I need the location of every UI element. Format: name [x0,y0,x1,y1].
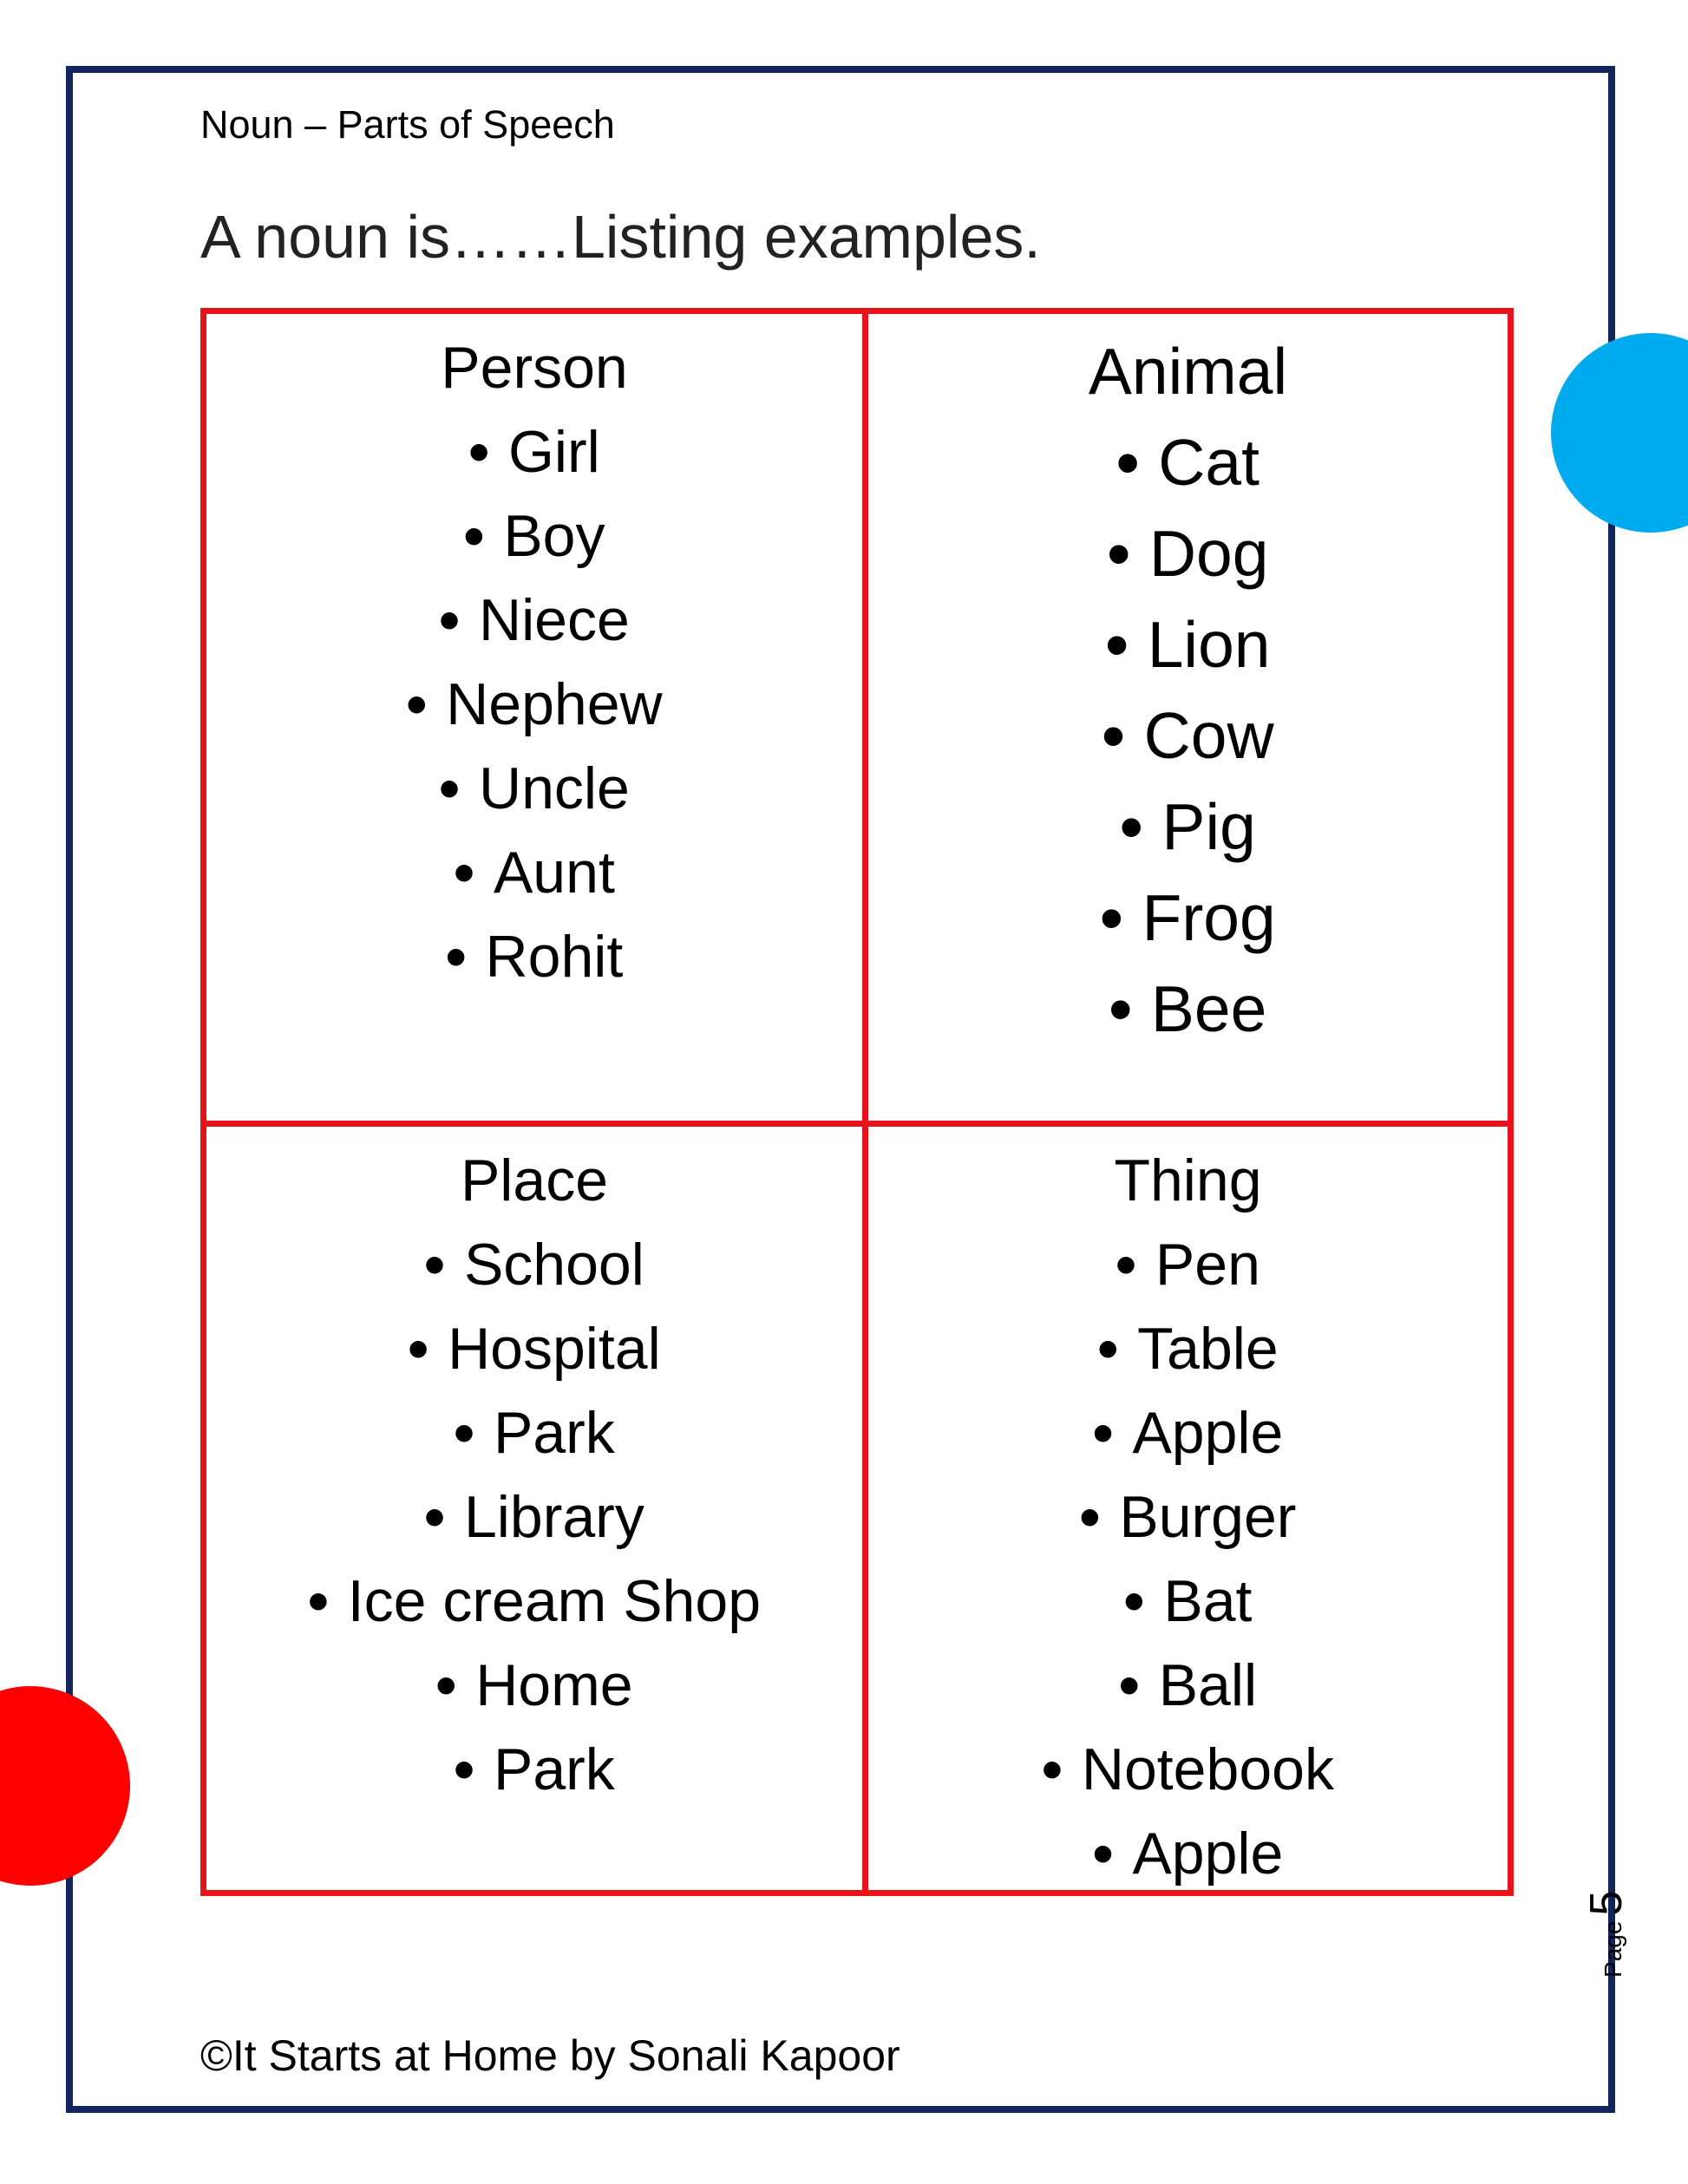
list-item [1042,1307,1334,1391]
list-item [406,579,662,663]
bullet-icon: • [424,1232,445,1298]
category-cell-person [206,314,868,1127]
list-item [308,1307,761,1391]
list-item-text: Ice cream Shop [347,1568,762,1634]
list-item-text: Pen [1155,1232,1260,1298]
list-item-text: Uncle [478,755,630,821]
bullet-icon: • [445,924,467,990]
bullet-icon: • [463,503,485,569]
list-item [406,831,662,915]
bullet-icon: • [468,419,490,485]
list-item-text: Home [475,1652,633,1718]
list-item-text: Girl [508,419,600,485]
list-item [1042,1812,1334,1896]
copyright-footer: ©It Starts at Home by Sonali Kapoor [200,2031,900,2080]
bullet-icon: • [454,1400,474,1466]
list-item [1100,599,1275,690]
list-item-text: Frog [1142,881,1276,954]
category-title: Animal [1088,335,1288,408]
list-item-text: Boy [503,503,605,569]
list-item-text: Notebook [1081,1736,1334,1802]
bullet-icon: • [1107,517,1130,590]
bullet-icon: • [435,1652,457,1718]
bullet-icon: • [1092,1400,1114,1466]
category-title: Person [441,335,628,401]
page-number [1580,1847,1632,1978]
list-item [308,1560,761,1644]
example-list [1100,417,1275,1055]
bullet-icon: • [424,1484,445,1550]
list-item [1100,690,1275,781]
bullet-icon: • [1105,608,1129,681]
list-item-text: Apple [1132,1821,1284,1886]
list-item-text: Table [1137,1316,1279,1382]
list-item [406,915,662,999]
bullet-icon: • [439,755,460,821]
list-item [406,494,662,579]
bullet-icon: • [439,587,460,653]
list-item-text: Dog [1148,517,1269,590]
list-item [1042,1223,1334,1307]
list-item-text: Ball [1158,1652,1258,1718]
list-item-text: Bat [1163,1568,1253,1634]
list-item-text: Lion [1147,608,1271,681]
example-list [308,1223,761,1812]
list-item-text: Rohit [485,924,624,990]
bullet-icon: • [1097,1316,1119,1382]
category-title: Place [460,1148,609,1213]
list-item [1100,417,1275,508]
category-cell-thing [868,1127,1508,1890]
list-item [1100,781,1275,873]
example-list [1042,1223,1334,1896]
list-item-text: Burger [1119,1484,1297,1550]
page-label: Page [1600,1920,1626,1978]
header-title: Noun – Parts of Speech [200,102,615,147]
list-item [406,747,662,831]
bullet-icon: • [1079,1484,1101,1550]
category-cell-place [206,1127,868,1890]
category-cell-animal [868,314,1508,1127]
list-item [1042,1560,1334,1644]
example-list [406,410,662,999]
list-item-text: Niece [478,587,630,653]
list-item [1100,964,1275,1055]
bullet-icon: • [307,1568,329,1634]
list-item [308,1475,761,1560]
list-item [406,410,662,494]
noun-category-table [200,308,1514,1896]
bullet-icon: • [1116,426,1140,499]
list-item-text: Pig [1161,790,1256,863]
bullet-icon: • [454,1736,474,1802]
list-item [308,1728,761,1812]
list-item [406,663,662,747]
bullet-icon: • [1102,699,1125,772]
list-item [1042,1728,1334,1812]
list-item-text: Bee [1150,972,1267,1045]
list-item [1100,873,1275,964]
bullet-icon: • [1118,1652,1140,1718]
list-item-text: Nephew [446,671,663,737]
bullet-icon: • [1120,790,1143,863]
list-item [308,1223,761,1307]
list-item [1100,508,1275,599]
list-item [1042,1475,1334,1560]
list-item-text: Cow [1143,699,1274,772]
category-title: Thing [1114,1148,1262,1213]
bullet-icon: • [1092,1821,1114,1886]
list-item-text: Park [493,1736,615,1802]
intro-text: A noun is……Listing examples. [200,203,1041,271]
bullet-icon: • [408,1316,429,1382]
list-item-text: Aunt [493,840,615,906]
page-number-value: 5 [1581,1890,1632,1916]
list-item-text: Park [493,1400,615,1466]
bullet-icon: • [1116,1232,1136,1298]
bullet-icon: • [1109,972,1132,1045]
list-item [308,1391,761,1475]
bullet-icon: • [454,840,474,906]
list-item [1042,1644,1334,1728]
list-item-text: Apple [1132,1400,1284,1466]
list-item [308,1644,761,1728]
list-item-text: Hospital [448,1316,661,1382]
bullet-icon: • [1042,1736,1063,1802]
bullet-icon: • [1100,881,1123,954]
bullet-icon: • [406,671,428,737]
bullet-icon: • [1123,1568,1145,1634]
list-item [1042,1391,1334,1475]
list-item-text: Cat [1158,426,1259,499]
list-item-text: Library [463,1484,644,1550]
list-item-text: School [463,1232,644,1298]
